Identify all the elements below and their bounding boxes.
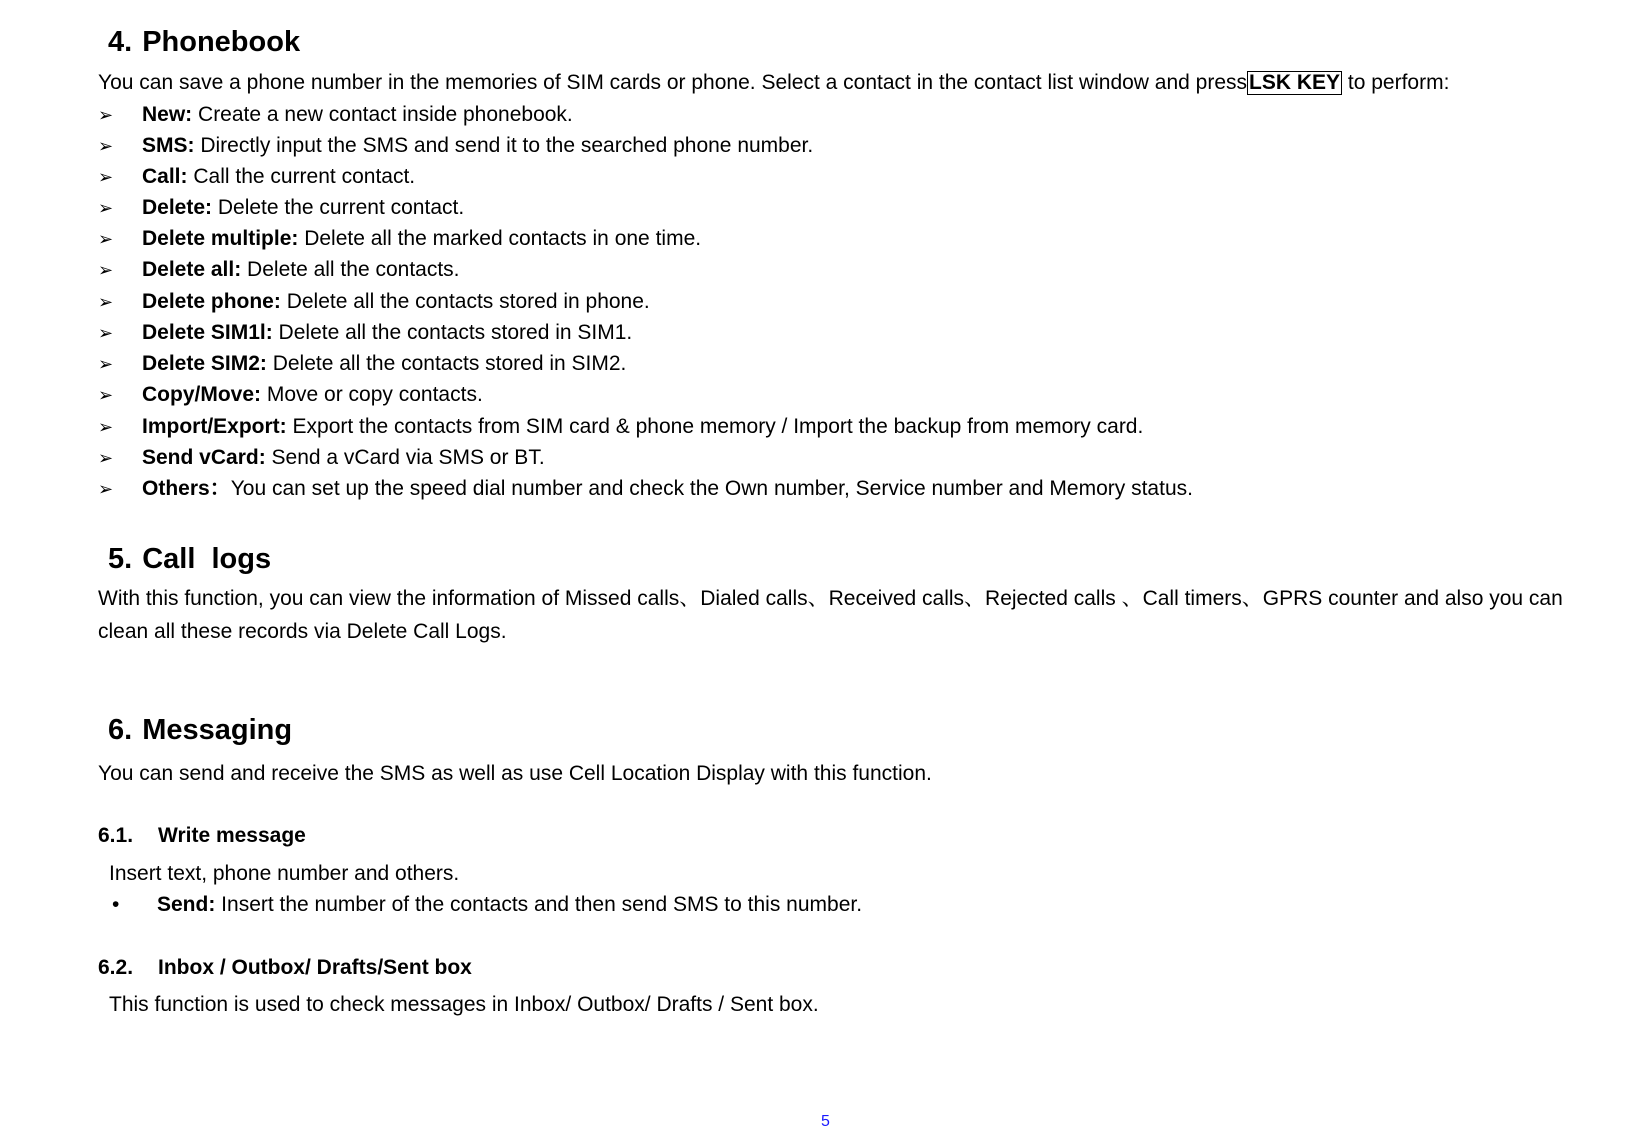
list-item: [98, 384, 483, 408]
item-text: You can set up the speed dial number and check the Own number, Service number and Memory status.: [230, 477, 1193, 500]
lsk-key-label: LSK KEY: [1249, 71, 1341, 94]
intro-text-after: to perform:: [1342, 71, 1450, 94]
messaging-intro: You can send and receive the SMS as well as use Cell Location Display with this function.: [98, 762, 932, 785]
arrow-bullet-icon: ➢: [98, 354, 114, 375]
section-heading-call-logs: [108, 545, 271, 574]
item-term: Copy/Move:: [142, 383, 262, 406]
section-title: Call logs: [142, 543, 272, 575]
item-text: Create a new contact inside phonebook.: [192, 103, 573, 126]
section-title: Messaging: [142, 714, 293, 746]
item-text: Delete all the contacts stored in SIM1.: [272, 321, 633, 344]
arrow-bullet-icon: ➢: [98, 260, 114, 281]
item-term: New:: [142, 103, 193, 126]
item-text: Move or copy contacts.: [261, 383, 483, 406]
item-term: Send:: [157, 893, 216, 916]
item-term: Delete:: [142, 196, 213, 219]
item-text: Call the current contact.: [187, 165, 416, 188]
list-item: [98, 353, 626, 377]
item-term: SMS:: [142, 134, 195, 157]
item-text: Delete all the marked contacts in one time.: [298, 227, 702, 250]
subsection-title: Write message: [158, 824, 306, 847]
arrow-bullet-icon: ➢: [98, 136, 114, 157]
arrow-bullet-icon: ➢: [98, 479, 114, 500]
subsection-title: Inbox / Outbox/ Drafts/Sent box: [158, 956, 472, 979]
section-number: 5.: [108, 543, 133, 575]
arrow-bullet-icon: ➢: [98, 417, 114, 438]
phonebook-intro: [98, 71, 1449, 95]
section-heading-messaging: [108, 716, 292, 745]
item-term: Delete phone:: [142, 290, 281, 313]
arrow-bullet-icon: ➢: [98, 323, 114, 344]
item-text: Delete all the contacts stored in SIM2.: [266, 352, 627, 375]
item-text: Send a vCard via SMS or BT.: [265, 446, 545, 469]
list-item: [98, 228, 701, 252]
list-item: [98, 259, 460, 283]
list-item: [112, 894, 862, 915]
arrow-bullet-icon: ➢: [98, 385, 114, 406]
arrow-bullet-icon: ➢: [98, 167, 114, 188]
item-term: Delete multiple:: [142, 227, 299, 250]
item-text: Delete all the contacts.: [241, 258, 460, 281]
list-item: [98, 322, 632, 346]
inbox-text: This function is used to check messages in Inbox/ Outbox/ Drafts / Sent box.: [109, 993, 819, 1016]
list-item: [98, 166, 415, 190]
item-text: Export the contacts from SIM card & phone memory / Import the backup from memory card.: [286, 415, 1144, 438]
arrow-bullet-icon: ➢: [98, 198, 114, 219]
subsection-number: 6.1.: [98, 824, 134, 847]
section-title: Phonebook: [142, 26, 301, 58]
list-item: [98, 478, 1193, 502]
arrow-bullet-icon: ➢: [98, 105, 114, 126]
page-number: 5: [821, 1113, 830, 1130]
item-term: Import/Export:: [142, 415, 287, 438]
section-number: 6.: [108, 714, 133, 746]
item-text: Directly input the SMS and send it to the searched phone number.: [194, 134, 814, 157]
item-term: Others：: [142, 477, 231, 500]
item-term: Delete SIM1l:: [142, 321, 273, 344]
list-item: [98, 197, 464, 221]
list-item: [98, 416, 1143, 440]
list-item: [98, 104, 573, 128]
list-item: [98, 135, 813, 159]
section-number: 4.: [108, 26, 133, 58]
item-term: Delete SIM2:: [142, 352, 267, 375]
subsection-heading-write-message: [98, 825, 306, 846]
list-item: [98, 291, 650, 315]
list-item: [98, 447, 545, 471]
item-term: Call:: [142, 165, 188, 188]
arrow-bullet-icon: ➢: [98, 292, 114, 313]
section-heading-phonebook: [108, 28, 300, 57]
subsection-number: 6.2.: [98, 956, 134, 979]
write-message-text: Insert text, phone number and others.: [109, 862, 460, 885]
subsection-heading-inbox: [98, 957, 472, 978]
dot-bullet-icon: •: [112, 893, 120, 916]
intro-text-before: You can save a phone number in the memories of SIM cards or phone. Select a contact in the contact list window and press: [98, 71, 1248, 94]
item-term: Delete all:: [142, 258, 242, 281]
call-logs-body: With this function, you can view the information of Missed calls、Dialed calls、Received calls、Rejected calls 、Call timers、GPRS counter and also you can clean all these records via Delete Call Logs.: [98, 587, 1563, 643]
arrow-bullet-icon: ➢: [98, 448, 114, 469]
item-term: Send vCard:: [142, 446, 266, 469]
item-text: Delete all the contacts stored in phone.: [280, 290, 650, 313]
arrow-bullet-icon: ➢: [98, 229, 114, 250]
item-text: Insert the number of the contacts and then send SMS to this number.: [215, 893, 863, 916]
item-text: Delete the current contact.: [212, 196, 465, 219]
